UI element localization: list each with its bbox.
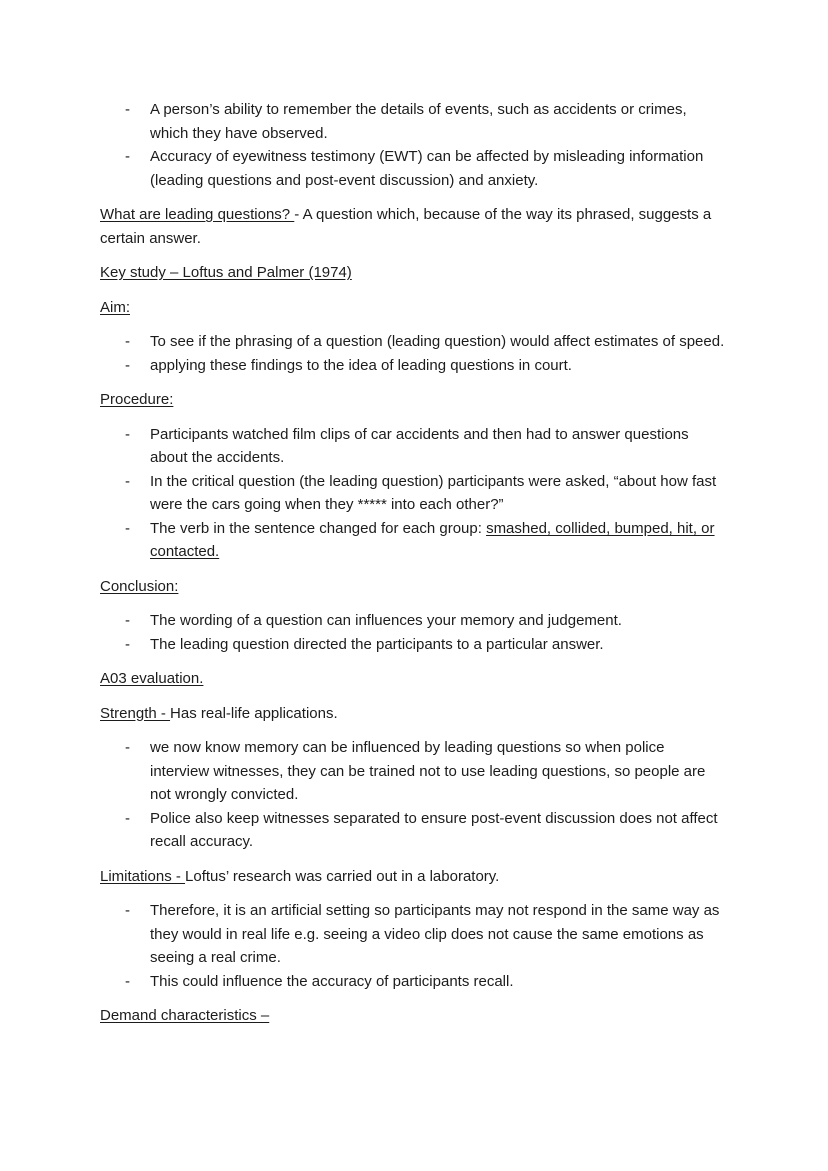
list-item: - Police also keep witnesses separated to ensure post-event discussion does not affect recall accuracy. bbox=[100, 807, 725, 854]
dash-bullet: - bbox=[125, 472, 130, 490]
list-item: - The verb in the sentence changed for each group: smashed, collided, bumped, hit, or contacted. bbox=[100, 517, 725, 564]
dash-bullet: - bbox=[125, 972, 130, 990]
key-study-heading: Key study – Loftus and Palmer (1974) bbox=[100, 264, 352, 281]
strength-list bbox=[100, 736, 725, 854]
strength-paragraph: Strength - Has real-life applications. bbox=[100, 704, 338, 722]
dash-bullet: - bbox=[125, 902, 130, 919]
dash-bullet: - bbox=[125, 739, 130, 756]
dash-bullet: - bbox=[125, 333, 130, 350]
conclusion-list bbox=[100, 609, 725, 656]
conclusion-heading: Conclusion: bbox=[100, 577, 179, 595]
dash-bullet: - bbox=[125, 809, 130, 827]
list-item: - we now know memory can be influenced by leading questions so when police interview witnesses, they can be trained not to use leading questions, so people are not wrongly convicted. bbox=[100, 736, 725, 807]
list-item: - In the critical question (the leading question) participants were asked, “about how fast were the cars going when they ***** into each other?” bbox=[100, 470, 725, 517]
list-item: - Participants watched film clips of car accidents and then had to answer questions about the accidents. bbox=[100, 423, 725, 470]
limitations-heading: Limitations - bbox=[100, 867, 186, 885]
strength-heading: Strength - bbox=[100, 704, 171, 722]
procedure-heading: Procedure: bbox=[100, 391, 174, 408]
dash-bullet: - bbox=[125, 612, 130, 629]
list-item: - Therefore, it is an artificial setting so participants may not respond in the same way as they would in real life e.g. seeing a video clip does not cause the same emotions as seeing a real crime. bbox=[100, 899, 725, 970]
list-item: - To see if the phrasing of a question (leading question) would affect estimates of speed. bbox=[100, 330, 725, 354]
leading-questions-paragraph: What are leading questions? - A question which, because of the way its phrased, suggests a certain answer. bbox=[100, 206, 712, 247]
procedure-list bbox=[100, 423, 725, 564]
list-item: - Accuracy of eyewitness testimony (EWT) can be affected by misleading information (leading questions and post-event discussion) and anxiety. bbox=[100, 145, 725, 192]
dash-bullet: - bbox=[125, 356, 130, 374]
dash-bullet: - bbox=[125, 425, 130, 443]
list-item: - The leading question directed the participants to a particular answer. bbox=[100, 633, 725, 657]
document-body bbox=[100, 98, 725, 1028]
intro-list bbox=[100, 98, 725, 192]
leading-questions-heading: What are leading questions? bbox=[100, 206, 295, 223]
aim-list bbox=[100, 330, 725, 377]
limitations-list bbox=[100, 899, 725, 993]
list-item: - applying these findings to the idea of leading questions in court. bbox=[100, 354, 725, 378]
list-item: - A person’s ability to remember the details of events, such as accidents or crimes, which they have observed. bbox=[100, 98, 725, 145]
dash-bullet: - bbox=[125, 635, 130, 653]
dash-bullet: - bbox=[125, 101, 130, 118]
dash-bullet: - bbox=[125, 148, 130, 165]
evaluation-heading: A03 evaluation. bbox=[100, 670, 204, 687]
list-item: - The wording of a question can influences your memory and judgement. bbox=[100, 609, 725, 633]
list-item: - This could influence the accuracy of participants recall. bbox=[100, 970, 725, 994]
limitations-paragraph: Limitations - Loftus’ research was carried out in a laboratory. bbox=[100, 867, 500, 885]
dash-bullet: - bbox=[125, 519, 130, 537]
verb-list: smashed, collided, bumped, hit, or contacted. bbox=[150, 519, 715, 560]
demand-characteristics-heading: Demand characteristics – bbox=[100, 1007, 270, 1024]
aim-heading: Aim: bbox=[100, 298, 130, 316]
